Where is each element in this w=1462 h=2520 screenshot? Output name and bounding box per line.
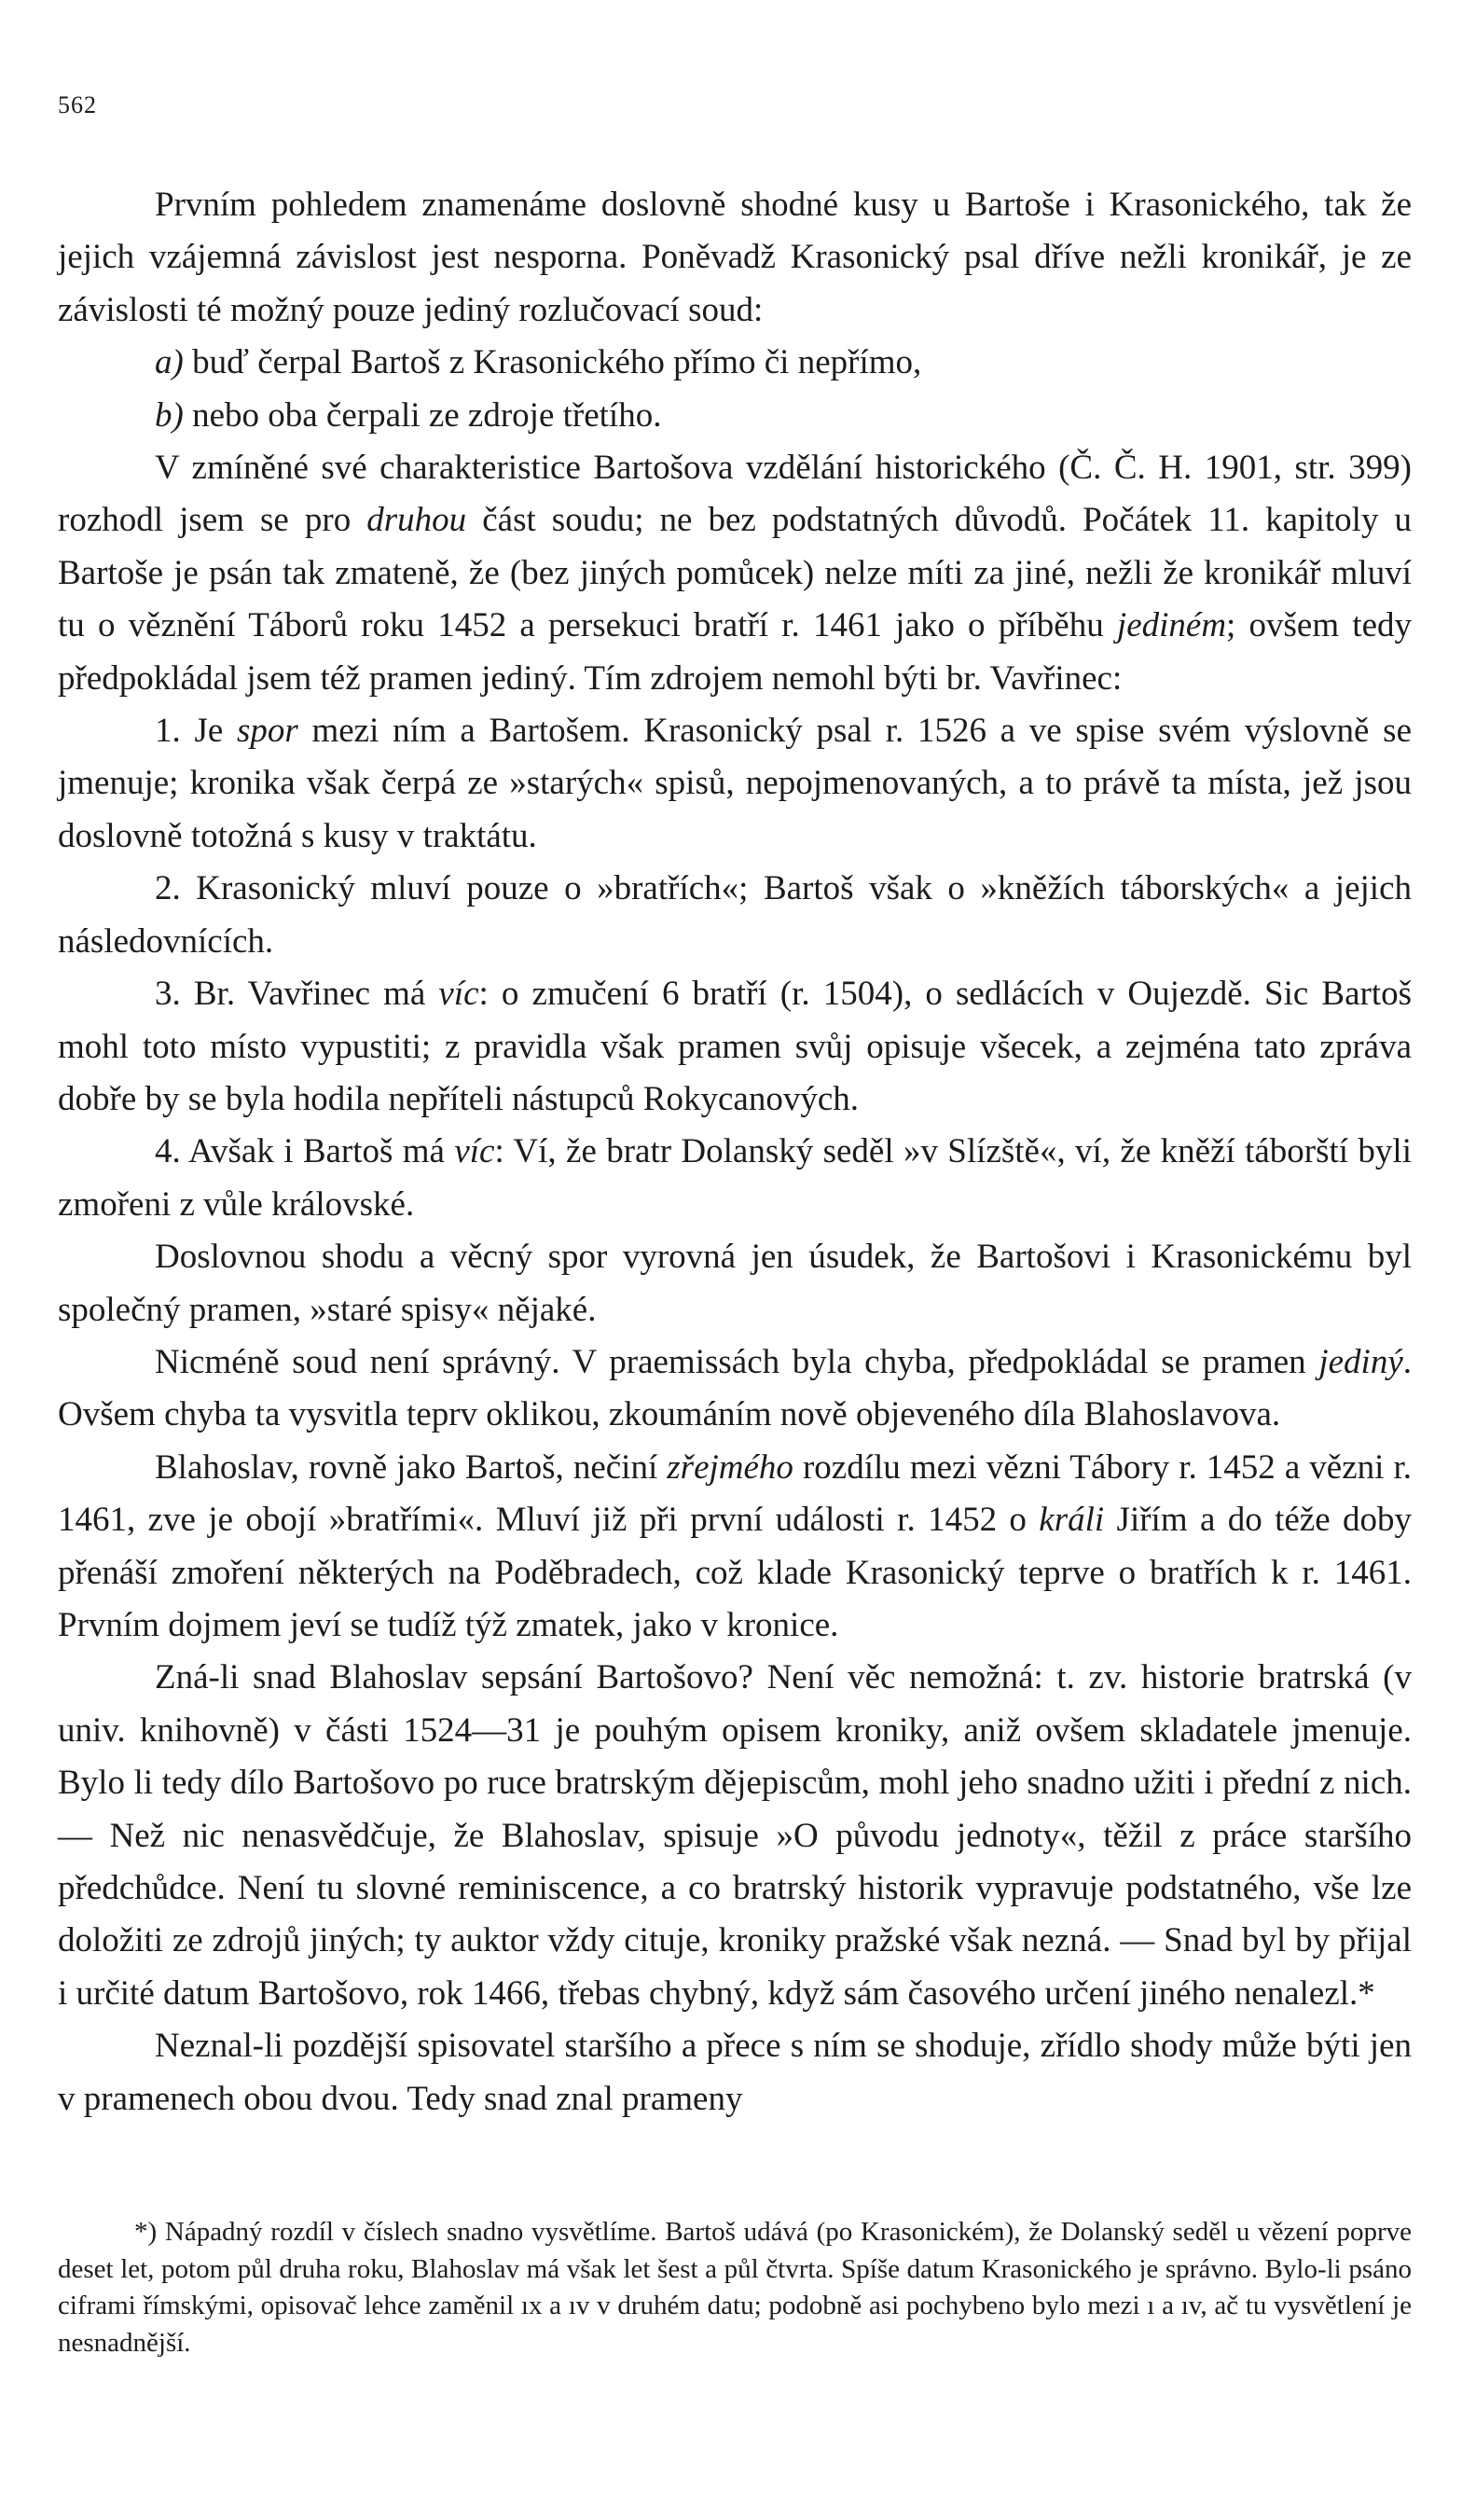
- point-2: 2. Krasonický mluví pouze o »bratřích«; Bartoš však o »kněžích táborských« a jejich následovnících.: [58, 869, 1412, 961]
- point-1-emphasis: spor: [236, 712, 298, 751]
- option-b: [58, 390, 1412, 442]
- point-3-part-b: : o zmučení 6 bratří (r. 1504), o sedlácích v Oujezdě. Sic Bartoš mohl toto místo vypustiti; z pravidla však pramen svůj opisuje všecek, a zejména tato zpráva dobře by se byla hodila nepříteli nástupců Rokycanových.: [58, 975, 1412, 1118]
- paragraph-2-part-b: část soudu; ne bez podstatných důvodů. Počátek 11. kapitoly u Bartoše je psán tak zmateně, že (bez jiných pomůcek) nelze míti za jiné, nežli že kronikář mluví tu o věznění Táborů roku 1452 a persekuci bratří r. 1461 jako o příběhu: [58, 501, 1412, 645]
- paragraph-2-part-c: ; ovšem tedy předpokládal jsem též pramen jediný. Tím zdrojem nemohl býti br. Vavřinec:: [58, 606, 1412, 698]
- paragraph-3: Doslovnou shodu a věcný spor vyrovná jen úsudek, že Bartošovi i Krasonickému byl společný pramen, »staré spisy« nějaké.: [58, 1238, 1412, 1329]
- point-1: [58, 705, 1412, 863]
- main-text: [58, 179, 1412, 2125]
- point-4-part-b: : Ví, že bratr Dolanský seděl »v Slízště«, ví, že kněží táborští byli zmořeni z vůle královské.: [58, 1132, 1412, 1224]
- paragraph-5-emphasis-1: zřejmého: [667, 1447, 793, 1487]
- option-a: [58, 337, 1412, 389]
- paragraph-4-part-b: . Ovšem chyba ta vysvitla teprv oklikou, zkoumáním nově objeveného díla Blahoslavova.: [58, 1342, 1412, 1434]
- footnote-text: *) Nápadný rozdíl v číslech snadno vysvětlíme. Bartoš udává (po Krasonickém), že Dolanský seděl u vězení poprve deset let, potom půl druha roku, Blahoslav má však let šest a půl čtvrta. Spíše datum Krasonického je správno. Bylo-li psáno ciframi římskými, opisovač lehce zaměnil ıx a ıv v druhém datu; podobně asi pochybeno bylo mezi ı a ıv, ač tu vysvětlení je nesnadnější.: [58, 2217, 1412, 2358]
- paragraph-4: [58, 1336, 1412, 1442]
- option-b-letter: b): [155, 395, 184, 435]
- option-a-text: buď čerpal Bartoš z Krasonického přímo či nepřímo,: [183, 343, 922, 382]
- paragraph-4-emphasis: jediný: [1318, 1342, 1403, 1381]
- point-3: [58, 968, 1412, 1126]
- paragraph-5-part-b: rozdílu mezi vězni Tábory r. 1452 a vězni r. 1461, zve je obojí »bratřími«. Mluví již při první události r. 1452 o: [58, 1447, 1412, 1540]
- paragraph-5-part-a: Blahoslav, rovně jako Bartoš, nečiní: [155, 1447, 668, 1487]
- option-b-text: nebo oba čerpali ze zdroje třetího.: [183, 395, 662, 435]
- paragraph-2: [58, 442, 1412, 705]
- paragraph-5: [58, 1442, 1412, 1653]
- point-4: [58, 1126, 1412, 1231]
- paragraph-6: Zná-li snad Blahoslav sepsání Bartošovo? Není věc nemožná: t. zv. historie bratrská (v univ. knihovně) v části 1524—31 je pouhým opisem kroniky, aniž ovšem skladatele jmenuje. Bylo li tedy dílo Bartošovo po ruce bratrským dějepiscům, mohl jeho snadno užiti i přední z nich. — Než nic nenasvědčuje, že Blahoslav, spisuje »O původu jednoty«, těžil z práce staršího předchůdce. Není tu slovné reminiscence, a co bratrský historik vypravuje podstatného, vše lze doložiti ze zdrojů jiných; ty auktor vždy cituje, kroniky pražské však nezná. — Snad byl by přijal i určité datum Bartošovo, rok 1466, třebas chybný, když sám časového určení jiného nenalezl.*: [58, 1658, 1412, 2013]
- point-4-emphasis: víc: [454, 1132, 495, 1171]
- paragraph-4-part-a: Nicméně soud není správný. V praemissách byla chyba, předpokládal se pramen: [155, 1342, 1319, 1381]
- point-1-part-a: 1. Je: [155, 712, 237, 751]
- point-1-part-b: mezi ním a Bartošem. Krasonický psal r. 1526 a ve spise svém výslovně se jmenuje; kronika však čerpá ze »starých« spisů, nepojmenovaných, a to právě ta místa, jež jsou doslovně totožná s kusy v traktátu.: [58, 712, 1412, 855]
- point-3-emphasis: víc: [438, 975, 479, 1014]
- paragraph-2-emphasis-1: druhou: [366, 501, 467, 540]
- point-3-part-a: 3. Br. Vavřinec má: [155, 975, 439, 1014]
- paragraph-7: Neznal-li pozdější spisovatel staršího a přece s ním se shoduje, zřídlo shody může býti jen v pramenech obou dvou. Tedy snad znal prameny: [58, 2027, 1412, 2118]
- paragraph-2-emphasis-2: jediném: [1116, 606, 1227, 645]
- option-a-letter: a): [155, 343, 184, 382]
- page-number: 562: [58, 91, 97, 118]
- point-4-part-a: 4. Avšak i Bartoš má: [155, 1132, 455, 1171]
- footnote: [58, 2214, 1412, 2361]
- paragraph-2-part-a: V zmíněné své charakteristice Bartošova vzdělání historického (Č. Č. H. 1901, str. 399) rozhodl jsem se pro: [58, 449, 1412, 540]
- paragraph-1: Prvním pohledem znamenáme doslovně shodné kusy u Bartoše i Krasonického, tak že jejich vzájemná závislost jest nesporna. Poněvadž Krasonický psal dříve nežli kronikář, je ze závislosti té možný pouze jediný rozlučovací soud:: [58, 186, 1412, 329]
- paragraph-5-part-c: Jiřím a do téže doby přenáší zmoření některých na Poděbradech, což klade Krasonický teprve o bratřích k r. 1461. Prvním dojmem jeví se tudíž týž zmatek, jako v kronice.: [58, 1501, 1413, 1644]
- paragraph-5-emphasis-2: králi: [1039, 1501, 1105, 1540]
